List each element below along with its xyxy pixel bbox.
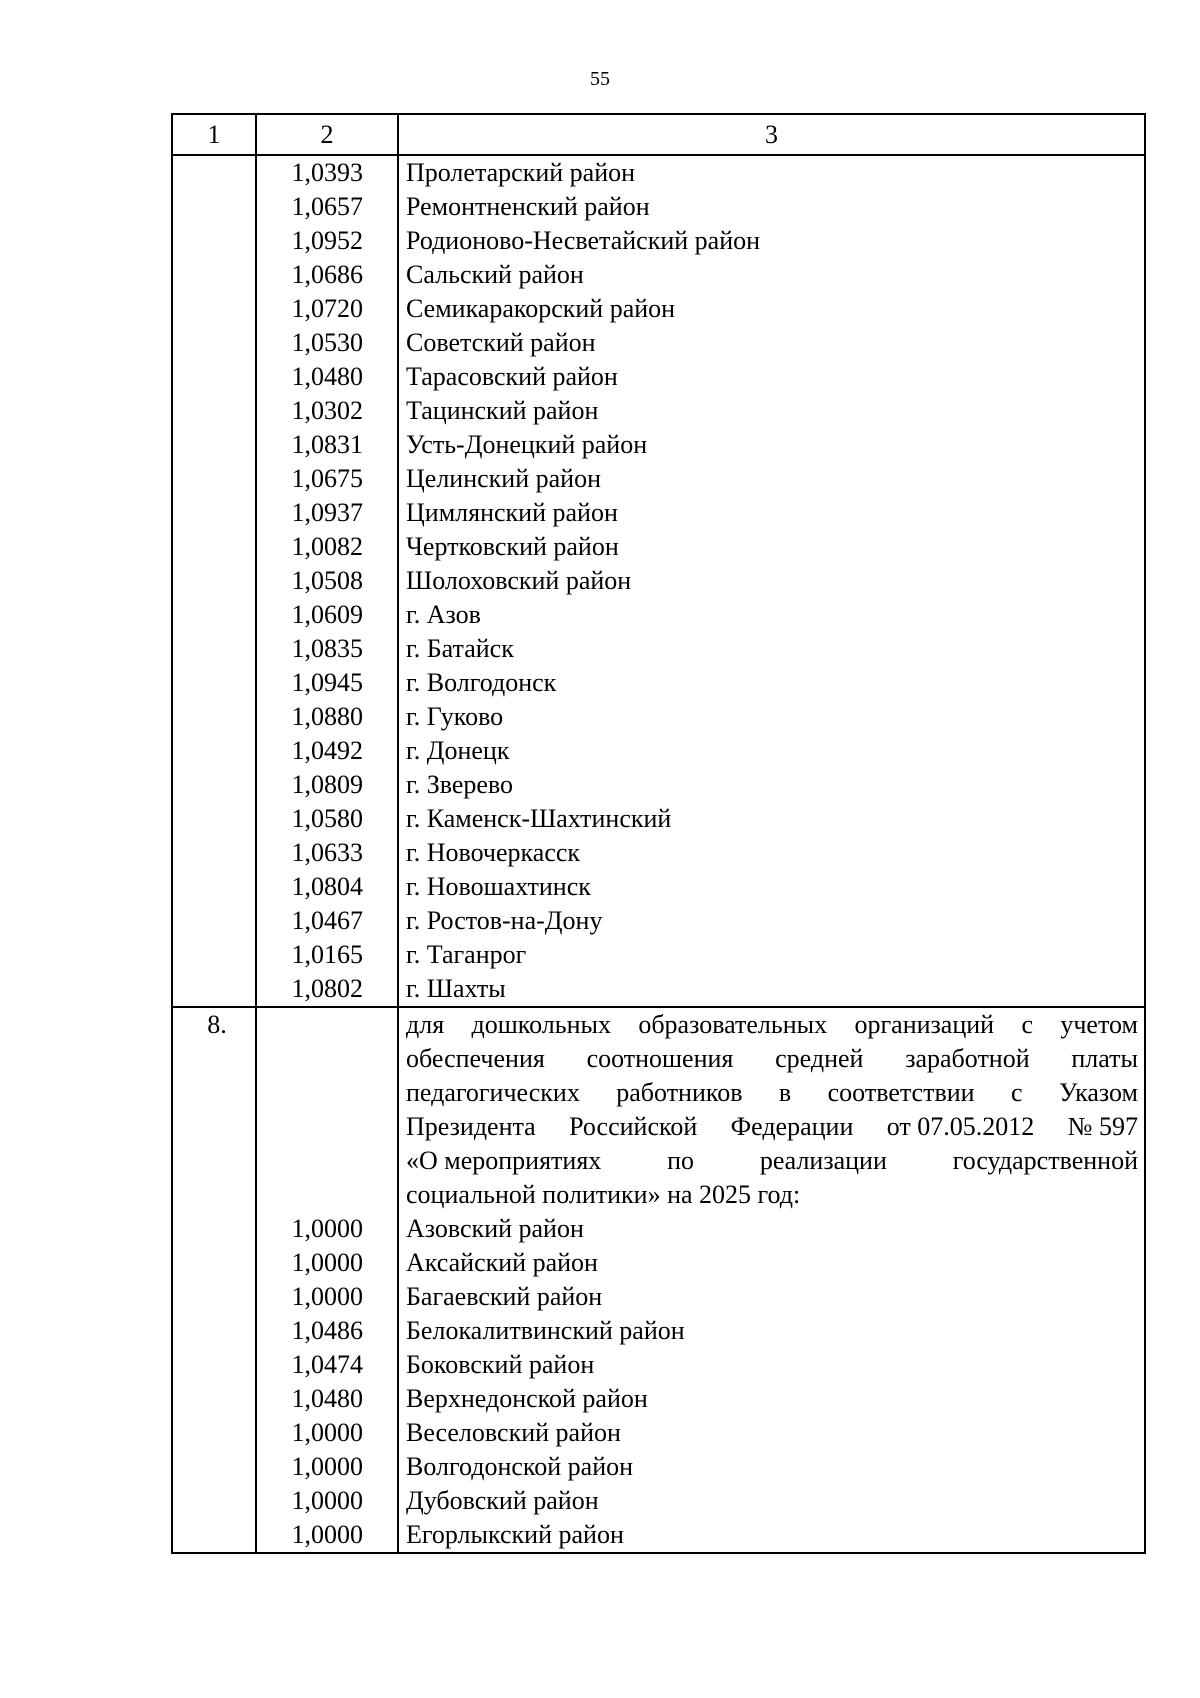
district-name: Белокалитвинский район — [406, 1316, 685, 1345]
district-name: Волгодонской район — [406, 1452, 634, 1481]
coefficient-value: 1,0492 — [291, 736, 363, 765]
district-name: г. Волгодонск — [406, 668, 557, 697]
description-line — [406, 1110, 1138, 1144]
district-name: Семикаракорский район — [406, 294, 676, 323]
table-header-row — [172, 114, 1145, 155]
district-names-cell — [398, 155, 1145, 1007]
description-word: № 597 — [1067, 1112, 1138, 1141]
district-name: Шолоховский район — [406, 566, 632, 595]
section-description — [399, 1008, 1144, 1212]
description-word: учетом — [1060, 1010, 1138, 1039]
header-col-3: 3 — [398, 114, 1145, 155]
district-names-list — [399, 1212, 1144, 1552]
district-name: Ремонтненский район — [406, 192, 650, 221]
coefficient-value: 1,0000 — [291, 1452, 363, 1481]
description-word: дошкольных — [471, 1010, 611, 1039]
district-name: Багаевский район — [406, 1282, 603, 1311]
description-line — [406, 1008, 1138, 1042]
description-line — [406, 1076, 1138, 1110]
description-word: реализации — [759, 1146, 887, 1175]
description-word: Федерации — [730, 1112, 854, 1141]
blank-line — [257, 1042, 397, 1076]
coefficient-value: 1,0000 — [291, 1418, 363, 1447]
description-line-last: социальной политики» на 2025 год: — [406, 1180, 801, 1209]
description-word: для — [406, 1010, 445, 1039]
coefficient-value: 1,0809 — [291, 770, 363, 799]
district-name: Цимлянский район — [406, 498, 618, 527]
description-word: Российской — [569, 1112, 698, 1141]
description-word: обеспечения — [406, 1044, 545, 1073]
description-line — [406, 1144, 1138, 1178]
description-word: заработной — [905, 1044, 1030, 1073]
coefficient-value: 1,0000 — [291, 1248, 363, 1277]
coefficient-value: 1,0082 — [291, 532, 363, 561]
coefficient-value: 1,0657 — [291, 192, 363, 221]
coefficient-value: 1,0835 — [291, 634, 363, 663]
district-name: г. Донецк — [406, 736, 510, 765]
district-name: Целинский район — [406, 464, 601, 493]
district-name: Пролетарский район — [406, 158, 636, 187]
coefficient-value: 1,0000 — [291, 1486, 363, 1515]
description-word: средней — [775, 1044, 864, 1073]
header-col-2: 2 — [256, 114, 398, 155]
description-word: государственной — [952, 1146, 1138, 1175]
district-name: г. Шахты — [406, 974, 506, 1003]
description-word: с — [1021, 1010, 1033, 1039]
district-name: Боковский район — [406, 1350, 595, 1379]
coefficient-value: 1,0580 — [291, 804, 363, 833]
table-row-section-continued — [172, 155, 1145, 1007]
blank-line — [257, 1076, 397, 1110]
coefficient-value: 1,0802 — [291, 974, 363, 1003]
coefficient-value: 1,0686 — [291, 260, 363, 289]
coefficient-value: 1,0480 — [291, 362, 363, 391]
coefficient-value: 1,0675 — [291, 464, 363, 493]
coefficient-value: 1,0000 — [291, 1520, 363, 1549]
coefficient-value: 1,0508 — [291, 566, 363, 595]
coefficient-value: 1,0486 — [291, 1316, 363, 1345]
coefficient-value: 1,0937 — [291, 498, 363, 527]
district-name: Верхнедонской район — [406, 1384, 648, 1413]
district-name: Дубовский район — [406, 1486, 599, 1515]
coefficient-value: 1,0000 — [291, 1214, 363, 1243]
description-word: организаций — [854, 1010, 995, 1039]
coefficient-value: 1,0530 — [291, 328, 363, 357]
blank-line — [257, 1144, 397, 1178]
description-word: «О мероприятиях — [406, 1146, 602, 1175]
coefficient-value: 1,0467 — [291, 906, 363, 935]
district-name: Чертковский район — [406, 532, 619, 561]
section-number: 8. — [207, 1010, 227, 1039]
district-name: Тарасовский район — [406, 362, 618, 391]
coefficient-value: 1,0609 — [291, 600, 363, 629]
district-name: г. Гуково — [406, 702, 504, 731]
district-name: Веселовский район — [406, 1418, 621, 1447]
description-word: соответствии — [827, 1078, 975, 1107]
coefficient-value: 1,0165 — [291, 940, 363, 969]
district-name: г. Таганрог — [406, 940, 527, 969]
coefficient-value: 1,0480 — [291, 1384, 363, 1413]
coefficient-value: 1,0720 — [291, 294, 363, 323]
section-number-cell — [172, 1007, 256, 1553]
description-word: работников — [616, 1078, 743, 1107]
section-number-cell-empty — [172, 155, 256, 1007]
table-row-section-8 — [172, 1007, 1145, 1553]
district-name: Родионово-Несветайский район — [406, 226, 761, 255]
district-name: г. Ростов-на-Дону — [406, 906, 603, 935]
description-word: по — [667, 1146, 695, 1175]
description-word: Указом — [1058, 1078, 1138, 1107]
header-col-1: 1 — [172, 114, 256, 155]
coefficient-value: 1,0945 — [291, 668, 363, 697]
coefficient-value: 1,0393 — [291, 158, 363, 187]
coefficient-value: 1,0880 — [291, 702, 363, 731]
district-name: Тацинский район — [406, 396, 599, 425]
coefficient-value: 1,0302 — [291, 396, 363, 425]
district-name: г. Азов — [406, 600, 481, 629]
district-name: г. Батайск — [406, 634, 514, 663]
district-name: г. Каменск-Шахтинский — [406, 804, 672, 833]
coefficient-value: 1,0804 — [291, 872, 363, 901]
blank-line — [257, 1008, 397, 1042]
description-word: платы — [1071, 1044, 1138, 1073]
page-number: 55 — [590, 68, 610, 90]
description-word: соотношения — [586, 1044, 734, 1073]
coefficient-value: 1,0633 — [291, 838, 363, 867]
coefficient-values-cell — [256, 155, 398, 1007]
coefficient-value: 1,0474 — [291, 1350, 363, 1379]
district-name: г. Зверево — [406, 770, 514, 799]
coefficients-table — [171, 113, 1146, 1554]
description-word: педагогических — [406, 1078, 580, 1107]
district-name: г. Новошахтинск — [406, 872, 591, 901]
district-name: Усть-Донецкий район — [406, 430, 648, 459]
district-name: г. Новочеркасск — [406, 838, 581, 867]
district-name: Егорлыкский район — [406, 1520, 624, 1549]
section-description-cell — [398, 1007, 1145, 1553]
coefficient-value: 1,0831 — [291, 430, 363, 459]
description-word: в — [778, 1078, 792, 1107]
coefficient-value: 1,0000 — [291, 1282, 363, 1311]
blank-line — [257, 1110, 397, 1144]
description-line — [406, 1042, 1138, 1076]
description-word: Президента — [406, 1112, 536, 1141]
description-word: с — [1011, 1078, 1023, 1107]
blank-line — [257, 1178, 397, 1212]
district-name: Азовский район — [406, 1214, 584, 1243]
description-word: образовательных — [638, 1010, 828, 1039]
district-name: Сальский район — [406, 260, 584, 289]
coefficient-values-cell — [256, 1007, 398, 1553]
district-name: Советский район — [406, 328, 596, 357]
description-word: от 07.05.2012 — [886, 1112, 1035, 1141]
coefficient-value: 1,0952 — [291, 226, 363, 255]
district-name: Аксайский район — [406, 1248, 598, 1277]
